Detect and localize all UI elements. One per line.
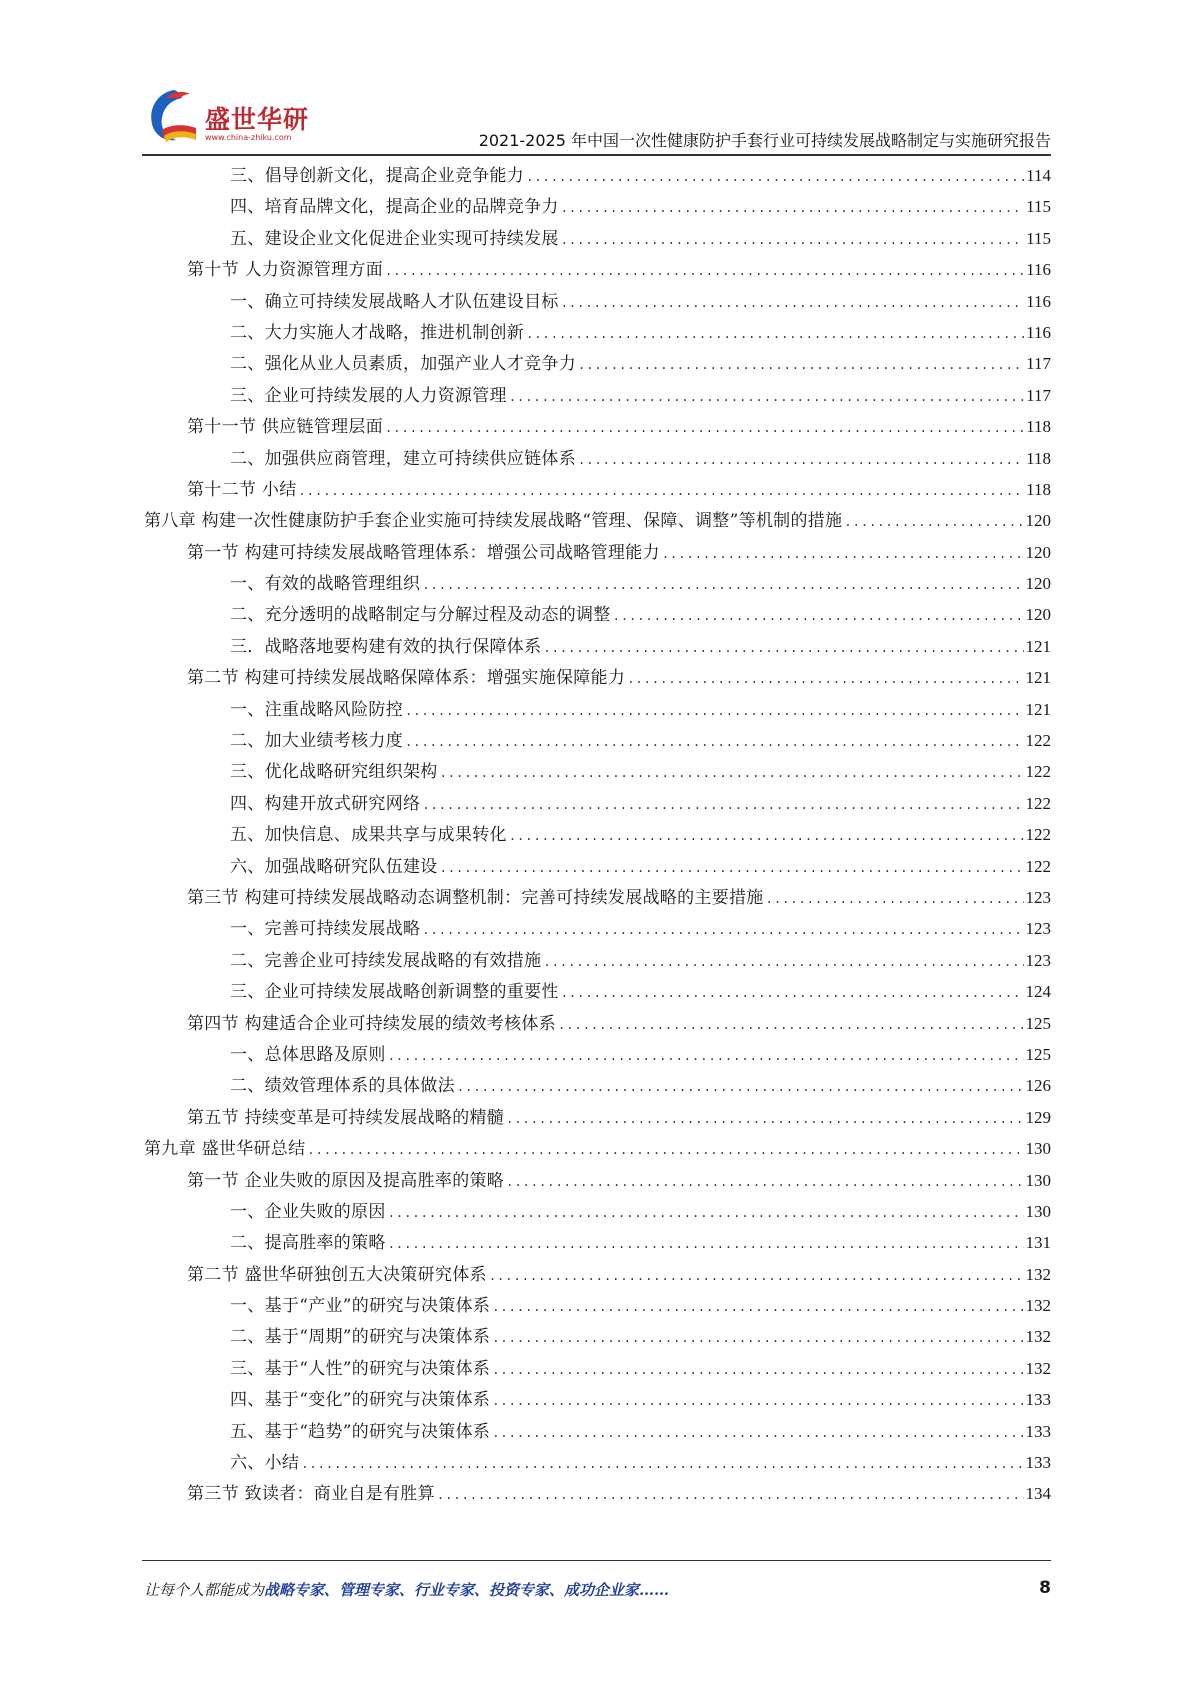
toc-entry-label: 二、基于“周期”的研究与决策体系 <box>230 1327 491 1348</box>
toc-entry-label: 四、基于“变化”的研究与决策体系 <box>230 1390 491 1411</box>
toc-entry-label: 一、确立可持续发展战略人才队伍建设目标 <box>230 291 559 312</box>
toc-entry[interactable] <box>144 505 1051 536</box>
toc-entry-label: 第四节 构建适合企业可持续发展的绩效考核体系 <box>187 1013 557 1034</box>
toc-leader-dots <box>561 225 1024 256</box>
page-number: 8 <box>1039 1578 1051 1598</box>
toc-entry-label: 三、优化战略研究组织架构 <box>230 762 438 783</box>
toc-entry[interactable] <box>144 317 1051 348</box>
toc-entry-label: 第一节 构建可持续发展战略管理体系：增强公司战略管理能力 <box>187 542 660 563</box>
toc-entry-page: 133 <box>1025 1390 1051 1410</box>
toc-entry-page: 132 <box>1025 1296 1051 1316</box>
toc-entry[interactable] <box>144 725 1051 756</box>
toc-entry-page: 130 <box>1025 1170 1051 1190</box>
toc-entry[interactable] <box>144 1133 1051 1164</box>
toc-leader-dots <box>561 288 1024 319</box>
toc-leader-dots <box>506 1167 1023 1198</box>
brand-name: 盛世华研 <box>205 105 310 134</box>
brand-url: www.china-zhiku.com <box>205 133 292 142</box>
toc-leader-dots <box>662 539 1024 570</box>
toc-entry[interactable] <box>144 694 1051 725</box>
toc-entry-page: 126 <box>1025 1076 1051 1096</box>
footer-slogan-prefix: 让每个人都能成为 <box>144 1581 265 1599</box>
toc-entry-label: 三、企业可持续发展战略创新调整的重要性 <box>230 982 559 1003</box>
toc-entry[interactable] <box>144 1353 1051 1384</box>
toc-leader-dots <box>492 1418 1023 1449</box>
toc-entry-page: 116 <box>1026 260 1051 280</box>
toc-entry[interactable] <box>144 1478 1051 1509</box>
toc-entry-label: 第三节 致读者：商业自是有胜算 <box>187 1484 435 1505</box>
toc-entry-label: 一、注重战略风险防控 <box>230 699 403 720</box>
toc-leader-dots <box>301 1449 1023 1480</box>
toc-entry-page: 122 <box>1025 731 1051 751</box>
toc-entry-label: 五、加快信息、成果共享与成果转化 <box>230 825 507 846</box>
toc-entry[interactable] <box>144 662 1051 693</box>
toc-entry-label: 第三节 构建可持续发展战略动态调整机制：完善可持续发展战略的主要措施 <box>187 887 764 908</box>
toc-leader-dots <box>437 1480 1024 1511</box>
toc-entry[interactable] <box>144 913 1051 944</box>
table-of-contents <box>144 160 1051 1510</box>
toc-entry-label: 一、完善可持续发展战略 <box>230 919 421 940</box>
toc-leader-dots <box>526 319 1024 350</box>
toc-entry[interactable] <box>144 599 1051 630</box>
toc-entry-label: 三．战略落地要构建有效的执行保障体系 <box>230 636 542 657</box>
toc-entry[interactable] <box>144 1165 1051 1196</box>
toc-entry[interactable] <box>144 223 1051 254</box>
toc-entry-page: 118 <box>1026 479 1051 499</box>
toc-entry[interactable] <box>144 286 1051 317</box>
toc-leader-dots <box>422 790 1023 821</box>
toc-leader-dots <box>613 601 1024 632</box>
toc-entry[interactable] <box>144 851 1051 882</box>
toc-entry-page: 117 <box>1026 354 1051 374</box>
toc-entry[interactable] <box>144 1008 1051 1039</box>
toc-entry-page: 122 <box>1025 793 1051 813</box>
toc-entry-label: 第五节 持续变革是可持续发展战略的精髓 <box>187 1107 505 1128</box>
toc-entry-page: 114 <box>1026 166 1051 185</box>
toc-entry-label: 三、企业可持续发展的人力资源管理 <box>230 385 507 406</box>
toc-leader-dots <box>422 570 1023 601</box>
footer-slogan-emphasis: 战略专家、管理专家、行业专家、投资专家、成功企业家…… <box>264 1581 670 1599</box>
toc-leader-dots <box>543 947 1023 978</box>
toc-entry-label: 四、培育品牌文化，提高企业的品牌竞争力 <box>230 197 559 218</box>
toc-entry-page: 121 <box>1025 636 1051 656</box>
toc-leader-dots <box>526 162 1024 193</box>
toc-entry-label: 三、倡导创新文化，提高企业竞争能力 <box>230 166 525 186</box>
toc-leader-dots <box>492 1323 1023 1354</box>
toc-leader-dots <box>627 664 1023 695</box>
header-divider <box>142 154 1051 156</box>
toc-entry-page: 123 <box>1025 919 1051 939</box>
toc-entry[interactable] <box>144 411 1051 442</box>
toc-leader-dots <box>385 256 1024 287</box>
toc-entry[interactable] <box>144 1416 1051 1447</box>
toc-entry-label: 二、强化从业人员素质，加强产业人才竞争力 <box>230 354 576 375</box>
toc-entry-label: 一、企业失败的原因 <box>230 1201 386 1222</box>
toc-entry[interactable] <box>144 254 1051 285</box>
toc-entry-label: 一、有效的战略管理组织 <box>230 574 421 595</box>
toc-entry-label: 五、建设企业文化促进企业实现可持续发展 <box>230 228 559 249</box>
toc-leader-dots <box>307 1135 1023 1166</box>
toc-entry-page: 134 <box>1025 1484 1051 1504</box>
toc-entry-page: 130 <box>1025 1139 1051 1159</box>
toc-entry-label: 第十二节 小结 <box>187 479 297 500</box>
toc-entry-label: 一、总体思路及原则 <box>230 1044 386 1065</box>
toc-leader-dots <box>558 1010 1023 1041</box>
toc-entry-page: 130 <box>1025 1201 1051 1221</box>
toc-entry-page: 129 <box>1025 1107 1051 1127</box>
toc-entry-page: 132 <box>1025 1264 1051 1284</box>
toc-leader-dots <box>388 1229 1024 1260</box>
toc-entry-page: 132 <box>1025 1327 1051 1347</box>
toc-leader-dots <box>492 1292 1023 1323</box>
toc-leader-dots <box>509 382 1024 413</box>
toc-entry-label: 四、构建开放式研究网络 <box>230 793 421 814</box>
toc-entry[interactable] <box>144 537 1051 568</box>
toc-leader-dots <box>388 1198 1024 1229</box>
toc-entry[interactable] <box>144 788 1051 819</box>
toc-entry-label: 第一节 企业失败的原因及提高胜率的策略 <box>187 1170 505 1191</box>
toc-entry-label: 第十节 人力资源管理方面 <box>187 260 384 281</box>
toc-entry-label: 一、基于“产业”的研究与决策体系 <box>230 1296 491 1317</box>
toc-entry[interactable] <box>144 348 1051 379</box>
toc-entry-page: 123 <box>1025 887 1051 907</box>
toc-entry-page: 125 <box>1025 1044 1051 1064</box>
toc-entry-page: 115 <box>1026 228 1051 248</box>
toc-entry[interactable] <box>144 1070 1051 1101</box>
toc-entry[interactable] <box>144 380 1051 411</box>
toc-entry-page: 117 <box>1026 385 1051 405</box>
toc-entry[interactable] <box>144 1039 1051 1070</box>
toc-entry[interactable] <box>144 819 1051 850</box>
toc-entry-page: 120 <box>1025 542 1051 562</box>
toc-entry-page: 124 <box>1025 982 1051 1002</box>
toc-entry[interactable] <box>144 1447 1051 1478</box>
toc-entry-page: 115 <box>1026 197 1051 217</box>
toc-entry-label: 六、小结 <box>230 1453 300 1474</box>
toc-leader-dots <box>561 978 1024 1009</box>
toc-entry[interactable] <box>144 1321 1051 1352</box>
toc-entry-page: 132 <box>1025 1358 1051 1378</box>
toc-entry-page: 121 <box>1025 668 1051 688</box>
toc-leader-dots <box>405 696 1024 727</box>
toc-leader-dots <box>385 413 1024 444</box>
toc-leader-dots <box>440 853 1024 884</box>
toc-entry-label: 五、基于“趋势”的研究与决策体系 <box>230 1421 491 1442</box>
toc-entry[interactable] <box>144 945 1051 976</box>
toc-leader-dots <box>578 350 1024 381</box>
toc-entry[interactable] <box>144 568 1051 599</box>
toc-entry[interactable] <box>144 976 1051 1007</box>
toc-entry[interactable] <box>144 1259 1051 1290</box>
toc-entry-page: 122 <box>1025 762 1051 782</box>
toc-leader-dots <box>578 445 1024 476</box>
toc-leader-dots <box>492 1355 1023 1386</box>
toc-entry[interactable] <box>144 474 1051 505</box>
toc-entry[interactable] <box>144 1102 1051 1133</box>
toc-entry-label: 二、加大业绩考核力度 <box>230 731 403 752</box>
toc-entry[interactable] <box>144 443 1051 474</box>
toc-entry[interactable] <box>144 882 1051 913</box>
toc-entry-page: 133 <box>1025 1421 1051 1441</box>
toc-entry-page: 122 <box>1025 856 1051 876</box>
toc-leader-dots <box>506 1104 1023 1135</box>
toc-entry-page: 123 <box>1025 950 1051 970</box>
toc-leader-dots <box>766 884 1024 915</box>
toc-leader-dots <box>844 507 1023 538</box>
toc-entry-page: 125 <box>1025 1013 1051 1033</box>
toc-leader-dots <box>405 727 1024 758</box>
toc-leader-dots <box>457 1072 1024 1103</box>
toc-leader-dots <box>492 1386 1023 1417</box>
toc-leader-dots <box>561 193 1024 224</box>
toc-entry-label: 二、充分透明的战略制定与分解过程及动态的调整 <box>230 605 611 626</box>
toc-entry[interactable] <box>144 756 1051 787</box>
toc-entry-page: 116 <box>1026 322 1051 342</box>
toc-entry-label: 第九章 盛世华研总结 <box>144 1139 306 1160</box>
toc-entry-page: 122 <box>1025 825 1051 845</box>
toc-entry-label: 第二节 盛世华研独创五大决策研究体系 <box>187 1264 487 1285</box>
toc-leader-dots <box>388 1041 1024 1072</box>
toc-entry-page: 121 <box>1025 699 1051 719</box>
toc-leader-dots <box>509 821 1024 852</box>
toc-entry[interactable] <box>144 191 1051 222</box>
document-title: 2021-2025 年中国一次性健康防护手套行业可持续发展战略制定与实施研究报告 <box>478 131 1051 150</box>
toc-entry-label: 第八章 构建一次性健康防护手套企业实施可持续发展战略“管理、保障、调整”等机制的措施 <box>144 511 843 532</box>
toc-entry-label: 二、完善企业可持续发展战略的有效措施 <box>230 950 542 971</box>
toc-leader-dots <box>543 633 1023 664</box>
toc-entry[interactable] <box>144 1290 1051 1321</box>
toc-entry[interactable] <box>144 1384 1051 1415</box>
toc-entry-label: 六、加强战略研究队伍建设 <box>230 856 438 877</box>
toc-entry-label: 二、加强供应商管理，建立可持续供应链体系 <box>230 448 576 469</box>
toc-entry-page: 120 <box>1025 605 1051 625</box>
footer-divider <box>142 1560 1051 1561</box>
toc-entry-page: 118 <box>1026 417 1051 437</box>
toc-entry[interactable] <box>144 631 1051 662</box>
toc-entry-label: 三、基于“人性”的研究与决策体系 <box>230 1358 491 1379</box>
toc-entry-page: 131 <box>1025 1233 1051 1253</box>
toc-entry-page: 120 <box>1025 511 1051 531</box>
toc-leader-dots <box>422 915 1023 946</box>
toc-entry-label: 二、大力实施人才战略，推进机制创新 <box>230 322 525 343</box>
toc-leader-dots <box>299 476 1025 507</box>
toc-entry-page: 118 <box>1026 448 1051 468</box>
toc-entry-page: 133 <box>1025 1453 1051 1473</box>
toc-entry[interactable] <box>144 160 1051 191</box>
toc-entry-label: 第二节 构建可持续发展战略保障体系：增强实施保障能力 <box>187 668 626 689</box>
toc-entry-label: 二、提高胜率的策略 <box>230 1233 386 1254</box>
toc-entry-page: 116 <box>1026 291 1051 311</box>
toc-entry-label: 二、绩效管理体系的具体做法 <box>230 1076 455 1097</box>
toc-entry-label: 第十一节 供应链管理层面 <box>187 417 384 438</box>
toc-leader-dots <box>440 758 1024 789</box>
footer-slogan <box>144 1579 669 1600</box>
toc-entry[interactable] <box>144 1196 1051 1227</box>
toc-entry-page: 120 <box>1025 574 1051 594</box>
toc-entry[interactable] <box>144 1227 1051 1258</box>
toc-leader-dots <box>489 1261 1024 1292</box>
